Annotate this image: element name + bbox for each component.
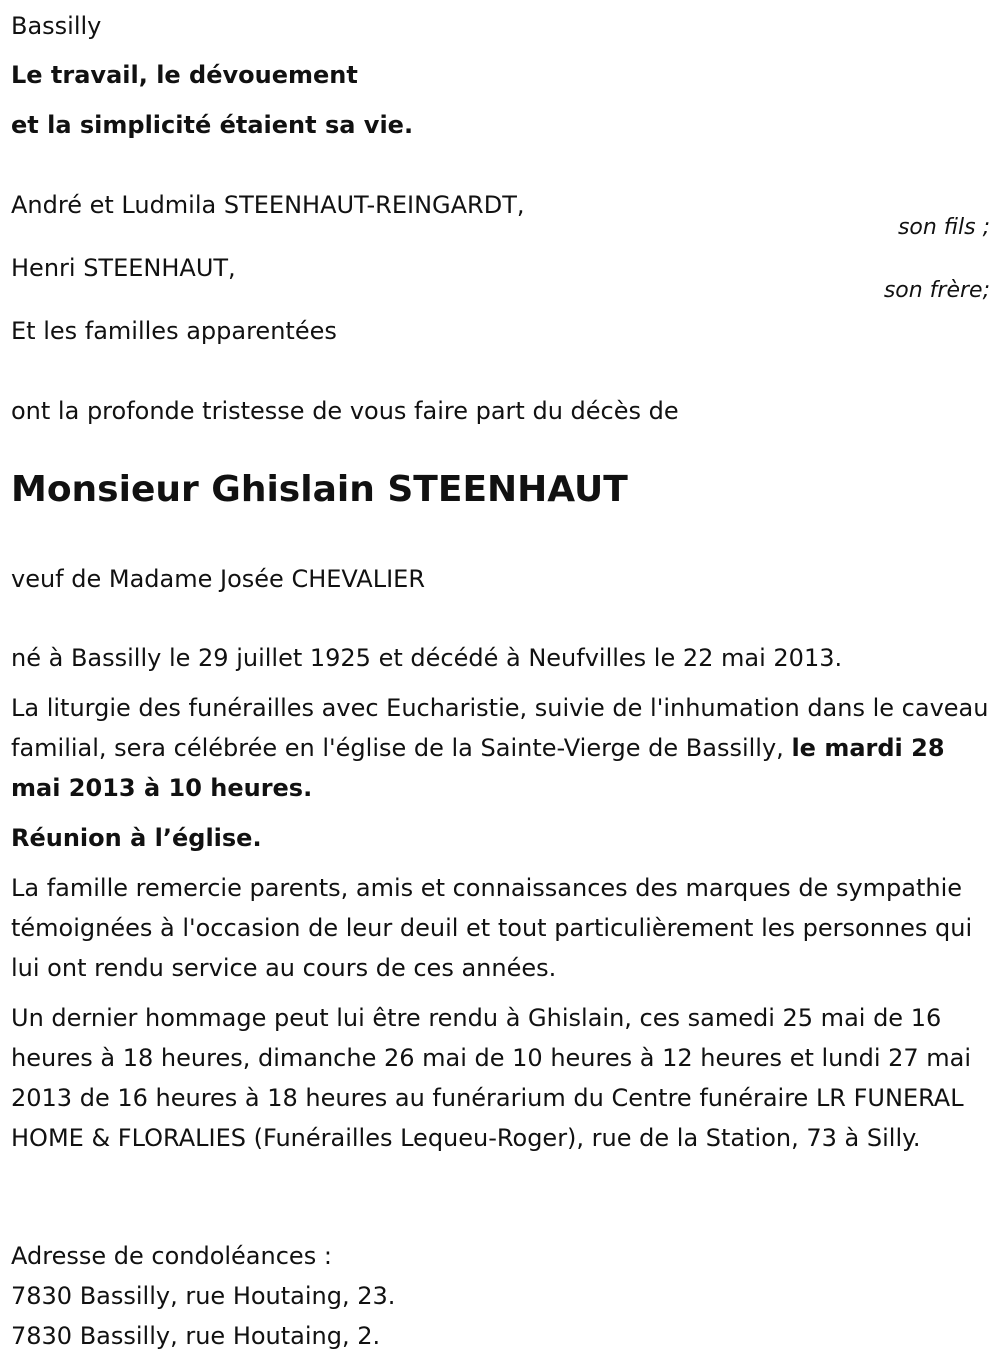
announcement: ont la profonde tristesse de vous faire part du décès de (11, 397, 679, 425)
liturgy (11, 688, 991, 808)
family-name-1: André et Ludmila STEENHAUT-REINGARDT, (11, 191, 525, 219)
place: Bassilly (11, 12, 102, 40)
motto-line-2: et la simplicité étaient sa vie. (11, 111, 414, 139)
family-name-3: Et les familles apparentées (11, 317, 337, 345)
main-text (11, 638, 991, 1158)
condolence-address-2: 7830 Bassilly, rue Houtaing, 2. (11, 1322, 381, 1350)
family-relation-2: son frère; (883, 278, 990, 303)
motto-line-1: Le travail, le dévouement (11, 61, 358, 89)
thanks: La famille remercie parents, amis et connaissances des marques de sympathie témoignées à l'occasion de leur deuil et tout particulièrement les personnes qui lui ont rendu service au cours de ces années. (11, 874, 973, 982)
condolence-address-1: 7830 Bassilly, rue Houtaing, 23. (11, 1282, 396, 1310)
liturgy-date: le mardi 28 mai 2013 à 10 heures. (11, 734, 945, 802)
family-name-2: Henri STEENHAUT, (11, 254, 236, 282)
birth-death: né à Bassilly le 29 juillet 1925 et décédé à Neufvilles le 22 mai 2013. (11, 644, 843, 672)
meeting: Réunion à l’église. (11, 824, 262, 852)
deceased-name: Monsieur Ghislain STEENHAUT (11, 469, 628, 510)
tribute: Un dernier hommage peut lui être rendu à Ghislain, ces samedi 25 mai de 16 heures à 18 heures, dimanche 26 mai de 10 heures à 12 heures et lundi 27 mai 2013 de 16 heures à 18 heures au funérarium du Centre funéraire LR FUNERAL HOME & FLORALIES (Funérailles Lequeu-Roger), rue de la Station, 73 à Silly. (11, 1004, 972, 1152)
family-relation-1: son fils ; (897, 215, 990, 240)
condolences-label: Adresse de condoléances : (11, 1242, 332, 1270)
liturgy-text: La liturgie des funérailles avec Eucharistie, suivie de l'inhumation dans le caveau familial, sera célébrée en l'église de la Sainte-Vierge de Bassilly, (11, 694, 989, 762)
widower-of: veuf de Madame Josée CHEVALIER (11, 565, 425, 593)
